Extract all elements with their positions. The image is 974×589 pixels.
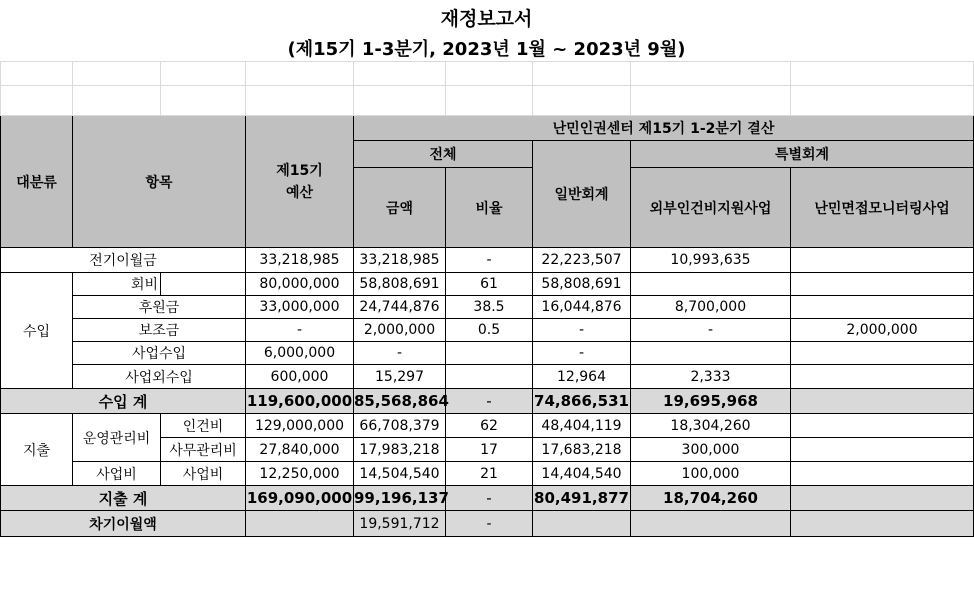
row-ratio: 62 bbox=[446, 414, 533, 438]
row-label: 사업수입 bbox=[73, 342, 246, 365]
row-ratio: 61 bbox=[446, 273, 533, 296]
row-label: 회비 bbox=[131, 277, 159, 293]
header-item: 항목 bbox=[73, 116, 246, 248]
header-amount: 금액 bbox=[354, 168, 446, 248]
row-ratio: - bbox=[446, 248, 533, 273]
header-major: 대분류 bbox=[1, 116, 73, 248]
row-general: 16,044,876 bbox=[533, 296, 631, 319]
row-label: 보조금 bbox=[73, 319, 246, 342]
row-special2 bbox=[791, 273, 974, 296]
row-amount: 24,744,876 bbox=[354, 296, 446, 319]
row-special2 bbox=[791, 511, 974, 537]
row-label: 차기이월액 bbox=[1, 511, 246, 537]
expense-total-row bbox=[1, 486, 974, 511]
table-row bbox=[1, 248, 974, 273]
row-special1: 300,000 bbox=[631, 438, 791, 462]
row-amount: 2,000,000 bbox=[354, 319, 446, 342]
expense-sub-label: 운영관리비 bbox=[73, 414, 161, 462]
row-amount: 14,504,540 bbox=[354, 462, 446, 486]
header-special1: 외부인건비지원사업 bbox=[631, 168, 791, 248]
row-label: 사업외수입 bbox=[73, 365, 246, 389]
row-special1 bbox=[631, 511, 791, 537]
row-special2 bbox=[791, 414, 974, 438]
row-ratio: 21 bbox=[446, 462, 533, 486]
row-label: 수입 계 bbox=[1, 389, 246, 414]
header-ratio: 비율 bbox=[446, 168, 533, 248]
header-special2: 난민면접모니터링사업 bbox=[791, 168, 974, 248]
table-row bbox=[1, 296, 974, 319]
row-amount: 19,591,712 bbox=[354, 511, 446, 537]
expense-sub-label: 사업비 bbox=[73, 462, 161, 486]
row-special1 bbox=[631, 273, 791, 296]
header-settlement: 난민인권센터 제15기 1-2분기 결산 bbox=[354, 116, 974, 141]
row-ratio bbox=[446, 365, 533, 389]
row-budget: 169,090,000 bbox=[246, 486, 354, 511]
income-total-row bbox=[1, 389, 974, 414]
row-budget: 6,000,000 bbox=[246, 342, 354, 365]
row-special2 bbox=[791, 389, 974, 414]
row-general: 22,223,507 bbox=[533, 248, 631, 273]
row-budget: 27,840,000 bbox=[246, 438, 354, 462]
row-special1: 2,333 bbox=[631, 365, 791, 389]
row-budget bbox=[246, 511, 354, 537]
header-total: 전체 bbox=[354, 141, 533, 168]
row-special1 bbox=[631, 342, 791, 365]
row-ratio: - bbox=[446, 511, 533, 537]
row-ratio bbox=[446, 342, 533, 365]
finance-table bbox=[0, 61, 974, 537]
table-row bbox=[1, 414, 974, 438]
row-amount: 99,196,137 bbox=[354, 486, 446, 511]
income-group-label: 수입 bbox=[1, 273, 73, 389]
row-amount: 66,708,379 bbox=[354, 414, 446, 438]
row-special2 bbox=[791, 365, 974, 389]
header-special: 특별회계 bbox=[631, 141, 974, 168]
row-budget: 129,000,000 bbox=[246, 414, 354, 438]
row-budget: 119,600,000 bbox=[246, 389, 354, 414]
row-ratio: 0.5 bbox=[446, 319, 533, 342]
header-general: 일반회계 bbox=[533, 141, 631, 248]
row-special2 bbox=[791, 462, 974, 486]
row-general: 48,404,119 bbox=[533, 414, 631, 438]
row-general bbox=[533, 511, 631, 537]
row-general: - bbox=[533, 342, 631, 365]
row-budget: 33,218,985 bbox=[246, 248, 354, 273]
row-label: 후원금 bbox=[73, 296, 246, 319]
row-amount: 17,983,218 bbox=[354, 438, 446, 462]
row-amount: 33,218,985 bbox=[354, 248, 446, 273]
row-amount: 58,808,691 bbox=[354, 273, 446, 296]
carryover-out-row bbox=[1, 511, 974, 537]
row-special1: - bbox=[631, 319, 791, 342]
row-special1: 10,993,635 bbox=[631, 248, 791, 273]
row-general: 74,866,531 bbox=[533, 389, 631, 414]
row-special2 bbox=[791, 248, 974, 273]
row-special2 bbox=[791, 486, 974, 511]
table-row bbox=[1, 319, 974, 342]
row-special1: 18,304,260 bbox=[631, 414, 791, 438]
row-special1: 19,695,968 bbox=[631, 389, 791, 414]
table-row bbox=[1, 462, 974, 486]
row-label: 전기이월금 bbox=[1, 248, 246, 273]
row-label: 인건비 bbox=[161, 414, 246, 438]
row-general: 58,808,691 bbox=[533, 273, 631, 296]
row-special2: 2,000,000 bbox=[791, 319, 974, 342]
row-ratio: 38.5 bbox=[446, 296, 533, 319]
row-general: 14,404,540 bbox=[533, 462, 631, 486]
row-ratio: 17 bbox=[446, 438, 533, 462]
row-special1: 8,700,000 bbox=[631, 296, 791, 319]
row-general: 80,491,877 bbox=[533, 486, 631, 511]
row-special1: 100,000 bbox=[631, 462, 791, 486]
row-amount: 85,568,864 bbox=[354, 389, 446, 414]
table-row bbox=[1, 273, 974, 296]
row-ratio: - bbox=[446, 486, 533, 511]
row-special2 bbox=[791, 342, 974, 365]
table-row bbox=[1, 365, 974, 389]
report-title: 재정보고서 bbox=[440, 8, 533, 30]
row-general: 12,964 bbox=[533, 365, 631, 389]
row-label: 지출 계 bbox=[1, 486, 246, 511]
row-budget: 33,000,000 bbox=[246, 296, 354, 319]
row-label: 사무관리비 bbox=[161, 438, 246, 462]
row-amount: 15,297 bbox=[354, 365, 446, 389]
expense-group-label: 지출 bbox=[1, 414, 73, 486]
table-row bbox=[1, 342, 974, 365]
row-special2 bbox=[791, 438, 974, 462]
row-budget: 600,000 bbox=[246, 365, 354, 389]
row-label: 사업비 bbox=[161, 462, 246, 486]
row-ratio: - bbox=[446, 389, 533, 414]
report-subtitle: (제15기 1-3분기, 2023년 1월 ~ 2023년 9월) bbox=[287, 39, 686, 60]
row-special2 bbox=[791, 296, 974, 319]
row-amount: - bbox=[354, 342, 446, 365]
row-general: - bbox=[533, 319, 631, 342]
row-special1: 18,704,260 bbox=[631, 486, 791, 511]
row-general: 17,683,218 bbox=[533, 438, 631, 462]
row-budget: 80,000,000 bbox=[246, 273, 354, 296]
row-budget: - bbox=[246, 319, 354, 342]
header-budget: 제15기 예산 bbox=[246, 116, 354, 248]
row-budget: 12,250,000 bbox=[246, 462, 354, 486]
